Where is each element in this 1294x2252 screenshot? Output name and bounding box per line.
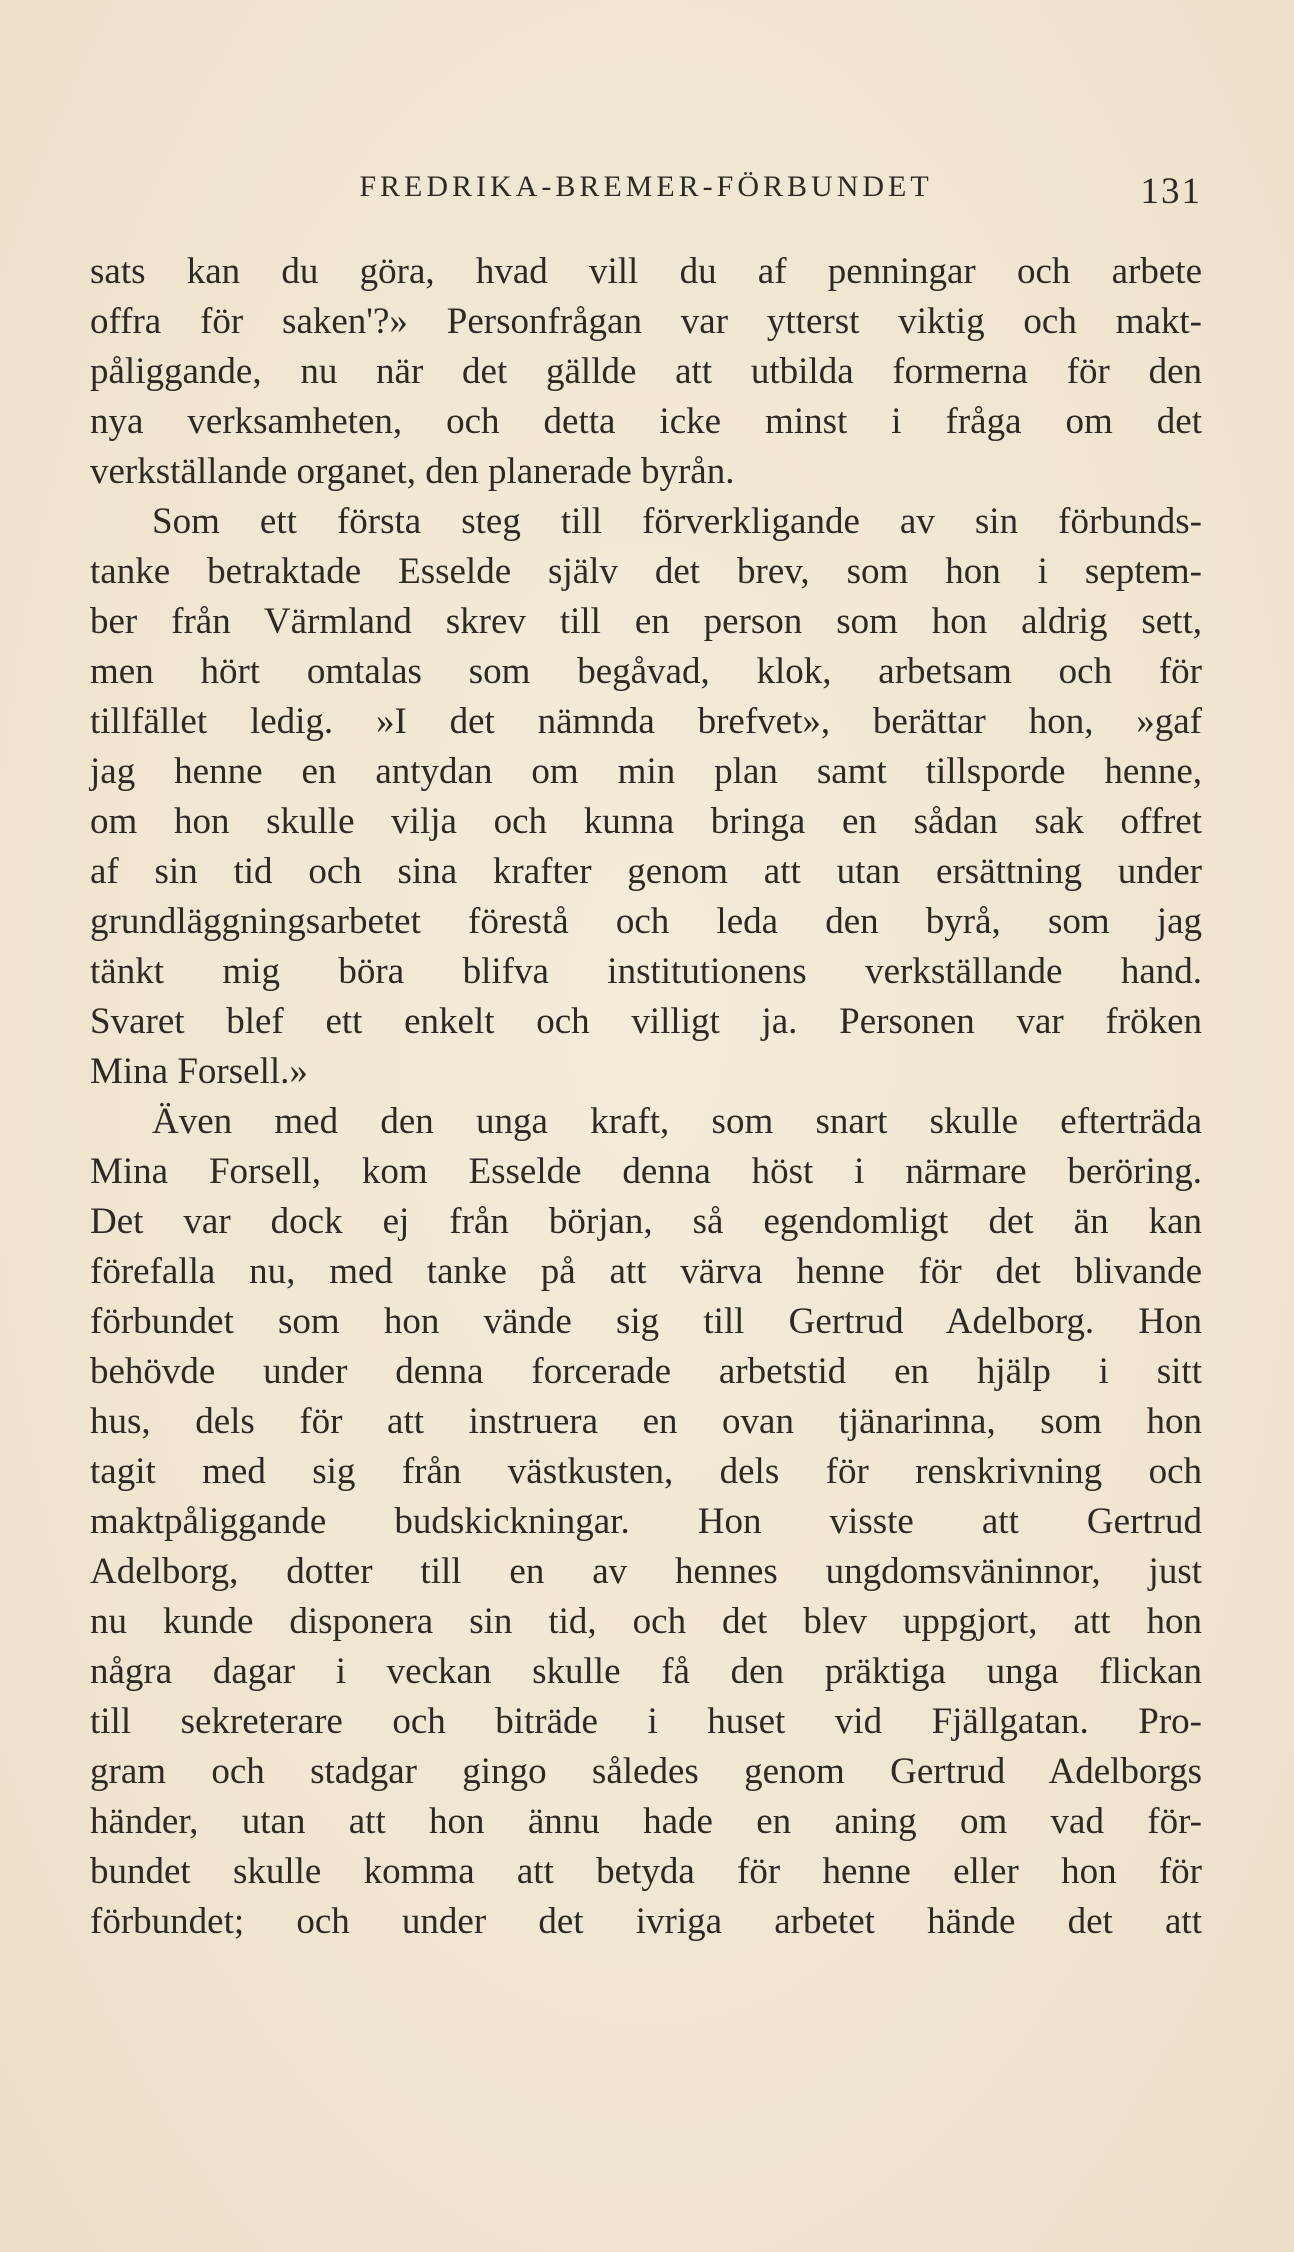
text-line: maktpåliggande budskickningar. Hon visste att Gertrud [90, 1501, 1202, 1542]
text-line: offra för saken'?» Personfrågan var ytterst viktig och makt- [90, 301, 1202, 342]
text-line: Adelborg, dotter till en av hennes ungdomsväninnor, just [90, 1551, 1202, 1592]
text-line: af sin tid och sina krafter genom att utan ersättning under [90, 851, 1202, 892]
body-text [90, 247, 1202, 1947]
paragraph [90, 497, 1202, 1097]
text-line: tänkt mig böra blifva institutionens verkställande hand. [90, 951, 1202, 992]
text-line: Mina Forsell.» [90, 1051, 308, 1092]
text-line: verkställande organet, den planerade byrån. [90, 451, 735, 492]
text-line: Även med den unga kraft, som snart skulle efterträda [152, 1101, 1202, 1142]
text-line: Mina Forsell, kom Esselde denna höst i närmare beröring. [90, 1151, 1202, 1192]
text-line: ber från Värmland skrev till en person som hon aldrig sett, [90, 601, 1202, 642]
paragraph [90, 1097, 1202, 1947]
text-line: Som ett första steg till förverkligande av sin förbunds- [152, 501, 1202, 542]
text-line: händer, utan att hon ännu hade en aning om vad för- [90, 1801, 1202, 1842]
text-line: påliggande, nu när det gällde att utbilda formerna för den [90, 351, 1202, 392]
text-line: tillfället ledig. »I det nämnda brefvet», berättar hon, »gaf [90, 701, 1202, 742]
text-line: några dagar i veckan skulle få den präktiga unga flickan [90, 1651, 1202, 1692]
text-line: till sekreterare och biträde i huset vid Fjällgatan. Pro- [90, 1701, 1202, 1742]
text-line: gram och stadgar gingo således genom Gertrud Adelborgs [90, 1751, 1202, 1792]
text-line: Det var dock ej från början, så egendomligt det än kan [90, 1201, 1202, 1242]
text-line: förbundet som hon vände sig till Gertrud Adelborg. Hon [90, 1301, 1202, 1342]
text-line: bundet skulle komma att betyda för henne eller hon för [90, 1851, 1202, 1892]
page-header [90, 170, 1202, 220]
text-line: nya verksamheten, och detta icke minst i fråga om det [90, 401, 1202, 442]
text-line: förbundet; och under det ivriga arbetet hände det att [90, 1901, 1202, 1942]
running-head: FREDRIKA-BREMER-FÖRBUNDET [359, 170, 933, 203]
text-line: men hört omtalas som begåvad, klok, arbetsam och för [90, 651, 1202, 692]
text-line: jag henne en antydan om min plan samt tillsporde henne, [90, 751, 1202, 792]
text-line: grundläggningsarbetet förestå och leda den byrå, som jag [90, 901, 1202, 942]
text-line: Svaret blef ett enkelt och villigt ja. Personen var fröken [90, 1001, 1202, 1042]
page-number: 131 [1140, 171, 1202, 212]
text-line: behövde under denna forcerade arbetstid en hjälp i sitt [90, 1351, 1202, 1392]
text-line: nu kunde disponera sin tid, och det blev uppgjort, att hon [90, 1601, 1202, 1642]
text-line: om hon skulle vilja och kunna bringa en sådan sak offret [90, 801, 1202, 842]
text-line: tanke betraktade Esselde själv det brev, som hon i septem- [90, 551, 1202, 592]
text-line: tagit med sig från västkusten, dels för renskrivning och [90, 1451, 1202, 1492]
paragraph [90, 247, 1202, 497]
text-line: hus, dels för att instruera en ovan tjänarinna, som hon [90, 1401, 1202, 1442]
text-line: förefalla nu, med tanke på att värva henne för det blivande [90, 1251, 1202, 1292]
text-line: sats kan du göra, hvad vill du af penningar och arbete [90, 251, 1202, 292]
